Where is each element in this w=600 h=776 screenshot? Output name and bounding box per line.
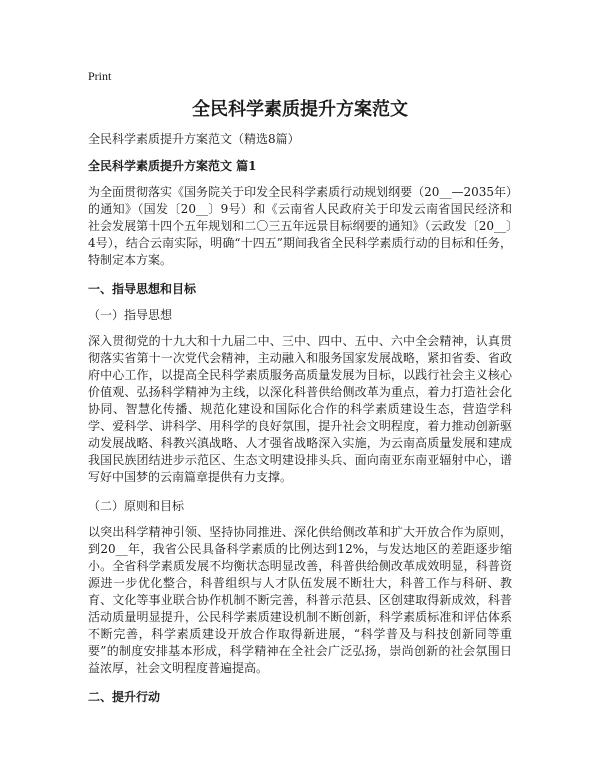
print-label: Print [88,69,112,83]
document-body [88,131,512,715]
guiding-ideology-paragraph: 深入贯彻党的十九大和十九届二中、三中、四中、五中、六中全会精神，认真贯彻落实省第十一次党代会精神，主动融入和服务国家发展战略，紧扣省委、省政府中心工作，以提高全民科学素质服务高质量发展为目标，以践行社会主义核心价值观、弘扬科学精神为主线，以深化科普供给侧改革为重点，着力打造社会化协同、智慧化传播、规范化建设和国际化合作的科学素质建设生态，营造学科学、爱科学、讲科学、用科学的良好氛围，提升社会文明程度，着力推动创新驱动发展战略、科教兴滇战略、人才强省战略深入实施，为云南高质量发展和建成我国民族团结进步示范区、生态文明建设排头兵、面向南亚东南亚辐射中心，谱写好中国梦的云南篇章提供有力支撑。 [88,334,512,484]
page-title: 全民科学素质提升方案范文 [192,99,408,120]
principles-goals-paragraph: 以突出科学精神引领、坚持协同推进、深化供给侧改革和扩大开放合作为原则，到20__年，我省公民具备科学素质的比例达到12%，与发达地区的差距逐步缩小。全省科学素质发展不均衡状态明显改善，科普供给侧改革成效明显，科普资源进一步优化整合，科普组织与人才队伍发展不断壮大，科普工作与科研、教育、文化等事业联合协作机制不断完善，科普示范县、区创建取得新成效，科普活动质量明显提升，公民科学素质建设机制不断创新，科学素质标准和评估体系不断完善，科学素质建设开放合作取得新进展，“科学普及与科技创新同等重要”的制度安排基本形成，科学精神在全社会广泛弘扬，崇尚创新的社会氛围日益浓厚，社会文明程度普遍提高。 [88,525,512,675]
intro-paragraph: 为全面贯彻落实《国务院关于印发全民科学素质行动规划纲要（20__—2035年）的通知》（国发〔20__〕9号）和《云南省人民政府关于印发云南省国民经济和社会发展第十四个五年规划和二〇三五年远景目标纲要的通知》（云政发〔20__〕4号），结合云南实际，明确“十四五”期间我省全民科学素质行动的目标和任务，特制定本方案。 [88,185,512,267]
section-heading-1: 一、指导思想和目标 [88,282,197,296]
section-heading-2: 二、提升行动 [88,690,161,704]
document-subtitle: 全民科学素质提升方案范文（精选8篇） [88,132,300,146]
subsection-heading-2: （二）原则和目标 [88,499,185,513]
subsection-heading-1: （一）指导思想 [88,308,173,322]
article-heading: 全民科学素质提升方案范文 篇1 [88,159,257,173]
